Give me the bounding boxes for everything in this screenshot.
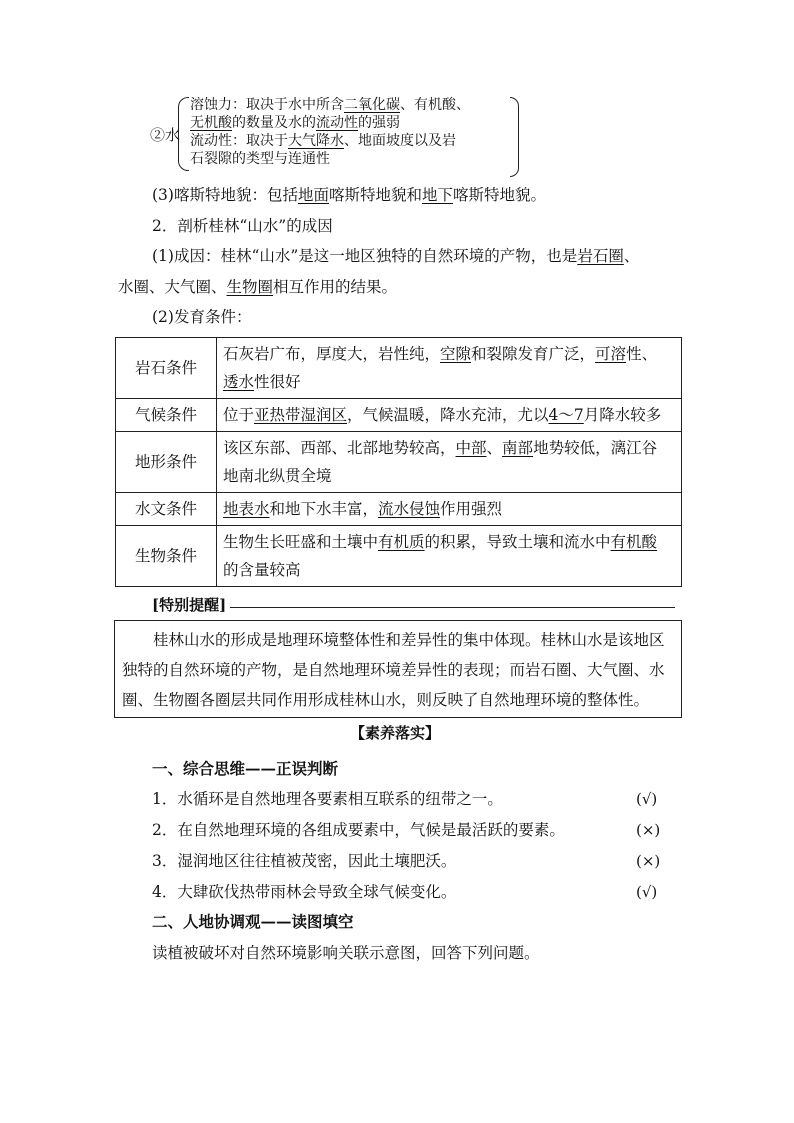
left-brace: [178, 97, 189, 171]
judgment-mark: (×): [636, 821, 661, 839]
tip-text: 桂林山水的形成是地理环境整体性和差异性的集中体现。桂林山水是该地区独特的自然环境的产物，是自然地理环境差异性的表现；而岩石圈、大气圈、水圈、生物圈各圈层共同作用形成桂林山水，则反映了自然地理环境的整体性。: [122, 631, 665, 709]
row-content: 石灰岩广布，厚度大，岩性纯，空隙和裂隙发育广泛，可溶性、 透水性很好: [217, 338, 682, 399]
final-line: 读植被破坏对自然环境影响关联示意图，回答下列问题。: [152, 944, 540, 962]
heading-2: 2．剖析桂林“山水”的成因: [152, 217, 333, 235]
cause-line-1: (1)成因：桂林“山水”是这一地区独特的自然环境的产物，也是岩石圈、: [152, 247, 640, 265]
row-head: 地形条件: [116, 432, 217, 493]
conditions-label: (2)发育条件：: [152, 308, 252, 326]
conditions-table: [115, 337, 682, 587]
tip-label: [特别提醒]: [152, 596, 227, 614]
table-row: [116, 338, 682, 399]
row-head: 气候条件: [116, 399, 217, 432]
row-content: 该区东部、西部、北部地势较高，中部、南部地势较低，漓江谷 地南北纵贯全境: [217, 432, 682, 493]
brace-line-3: 流动性：取决于大气降水、地面坡度以及岩: [190, 133, 456, 149]
right-brace: [510, 97, 519, 177]
judgment-item: 3．湿润地区往往植被茂密，因此土壤肥沃。: [152, 852, 457, 870]
brace-line-2: 无机酸的数量及水的流动性的强弱: [190, 115, 400, 131]
table-row: [116, 399, 682, 432]
karst-paragraph: (3)喀斯特地貌：包括地面喀斯特地貌和地下喀斯特地貌。: [152, 186, 547, 204]
judgment-item: 4．大肆砍伐热带雨林会导致全球气候变化。: [152, 883, 457, 901]
table-row: [116, 432, 682, 493]
row-content: 生物生长旺盛和土壤中有机质的积累，导致土壤和流水中有机酸 的含量较高: [217, 526, 682, 587]
brace-line-1: 溶蚀力：取决于水中所含二氧化碳、有机酸、: [190, 97, 470, 113]
row-head: 水文条件: [116, 493, 217, 526]
judgment-mark: (×): [636, 852, 661, 870]
row-head: 生物条件: [116, 526, 217, 587]
tip-rule: [230, 607, 675, 608]
part2-title: 二、人地协调观——读图填空: [152, 912, 354, 931]
section-title: 【素养落实】: [350, 724, 441, 742]
water-label: ②水: [150, 126, 181, 144]
brace-line-4: 石裂隙的类型与连通性: [190, 151, 330, 167]
table-row: [116, 526, 682, 587]
row-content: 地表水和地下水丰富，流水侵蚀作用强烈: [217, 493, 682, 526]
row-head: 岩石条件: [116, 338, 217, 399]
judgment-mark: (√): [636, 883, 658, 901]
judgment-item: 1．水循环是自然地理各要素相互联系的纽带之一。: [152, 790, 503, 808]
judgment-mark: (√): [636, 790, 658, 808]
part1-title: 一、综合思维——正误判断: [152, 759, 339, 778]
row-content: 位于亚热带湿润区，气候温暖，降水充沛，尤以4～7月降水较多: [217, 399, 682, 432]
table-row: [116, 493, 682, 526]
judgment-item: 2．在自然地理环境的各组成要素中，气候是最活跃的要素。: [152, 821, 565, 839]
cause-line-2: 水圈、大气圈、生物圈相互作用的结果。: [118, 278, 398, 296]
